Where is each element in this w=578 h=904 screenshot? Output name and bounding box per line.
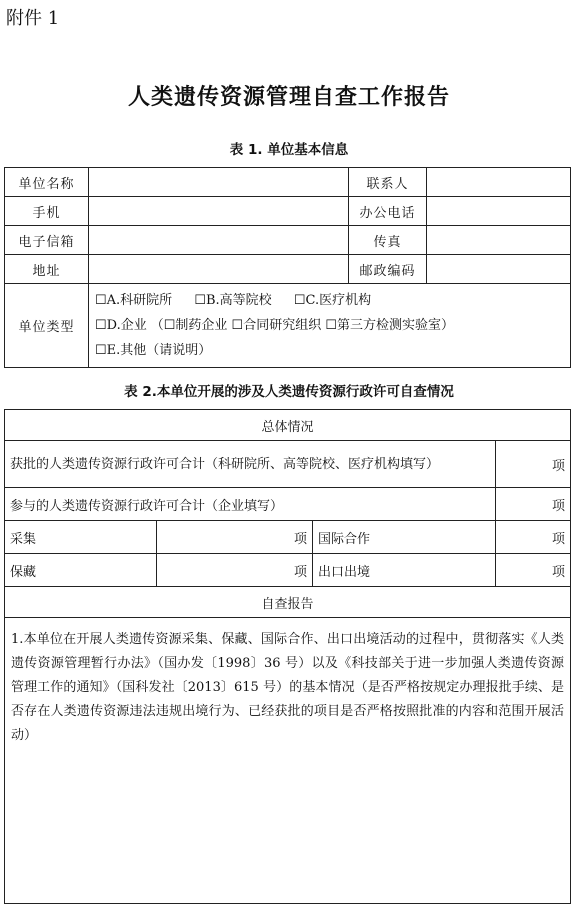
email-label: 电子信箱 — [5, 226, 89, 255]
table-row — [5, 441, 571, 488]
unit-type-options — [89, 284, 571, 368]
contact-person-label: 联系人 — [349, 168, 427, 197]
international-cooperation-label: 国际合作 — [313, 521, 496, 554]
office-phone-label: 办公电话 — [349, 197, 427, 226]
collection-field[interactable]: 项 — [157, 521, 313, 554]
table-row — [5, 197, 571, 226]
table-row — [5, 587, 571, 618]
unit-name-label: 单位名称 — [5, 168, 89, 197]
table-row — [5, 168, 571, 197]
table-row — [5, 284, 571, 368]
approved-total-label: 获批的人类遗传资源行政许可合计（科研院所、高等院校、医疗机构填写） — [5, 441, 496, 488]
table-row — [5, 488, 571, 521]
report-text[interactable]: 1.本单位在开展人类遗传资源采集、保藏、国际合作、出口出境活动的过程中，贯彻落实《人类遗传资源管理暂行办法》（国办发〔1998〕36 号）以及《科技部关于进一步加强人类遗传资源管理工作的通知》（国科发社〔2013〕615 号）的基本情况（是否严格按规定办理报批手续、是否存在人类遗传资源违法违规出境行为、已经获批的项目是否严格按照批准的内容和范围开展活动） — [5, 618, 571, 904]
fax-label: 传真 — [349, 226, 427, 255]
mobile-field[interactable] — [89, 197, 349, 226]
option-enterprise[interactable]: ☐D.企业 — [95, 318, 147, 333]
table-row — [5, 410, 571, 441]
address-label: 地址 — [5, 255, 89, 284]
export-label: 出口出境 — [313, 554, 496, 587]
postal-code-field[interactable] — [427, 255, 571, 284]
table2-caption: 表 2.本单位开展的涉及人类遗传资源行政许可自查情况 — [124, 384, 454, 400]
option-medical-institution[interactable]: ☐C.医疗机构 — [293, 293, 372, 308]
table-row — [5, 554, 571, 587]
approved-total-field[interactable]: 项 — [496, 441, 571, 488]
attachment-label: 附件 1 — [6, 8, 60, 29]
option-other[interactable]: ☐E.其他（请说明） — [95, 343, 212, 358]
unit-info-table — [4, 167, 571, 368]
participated-total-field[interactable]: 项 — [496, 488, 571, 521]
table1-caption: 表 1. 单位基本信息 — [229, 142, 349, 158]
international-cooperation-field[interactable]: 项 — [496, 521, 571, 554]
self-inspection-table — [4, 409, 571, 904]
option-research-institute[interactable]: ☐A.科研院所 — [95, 293, 173, 308]
office-phone-field[interactable] — [427, 197, 571, 226]
document-title: 人类遗传资源管理自查工作报告 — [127, 85, 450, 110]
table-row — [5, 618, 571, 904]
table-row — [5, 226, 571, 255]
unit-name-field[interactable] — [89, 168, 349, 197]
address-field[interactable] — [89, 255, 349, 284]
postal-code-label: 邮政编码 — [349, 255, 427, 284]
preservation-label: 保藏 — [5, 554, 157, 587]
contact-person-field[interactable] — [427, 168, 571, 197]
report-header: 自查报告 — [5, 587, 571, 618]
participated-total-label: 参与的人类遗传资源行政许可合计（企业填写） — [5, 488, 496, 521]
enterprise-subtypes[interactable]: （☐制药企业 ☐合同研究组织 ☐第三方检测实验室） — [150, 318, 454, 333]
table-row — [5, 255, 571, 284]
overall-header: 总体情况 — [5, 410, 571, 441]
export-field[interactable]: 项 — [496, 554, 571, 587]
mobile-label: 手机 — [5, 197, 89, 226]
unit-type-label: 单位类型 — [5, 284, 89, 368]
email-field[interactable] — [89, 226, 349, 255]
preservation-field[interactable]: 项 — [157, 554, 313, 587]
fax-field[interactable] — [427, 226, 571, 255]
collection-label: 采集 — [5, 521, 157, 554]
table-row — [5, 521, 571, 554]
option-university[interactable]: ☐B.高等院校 — [194, 293, 272, 308]
